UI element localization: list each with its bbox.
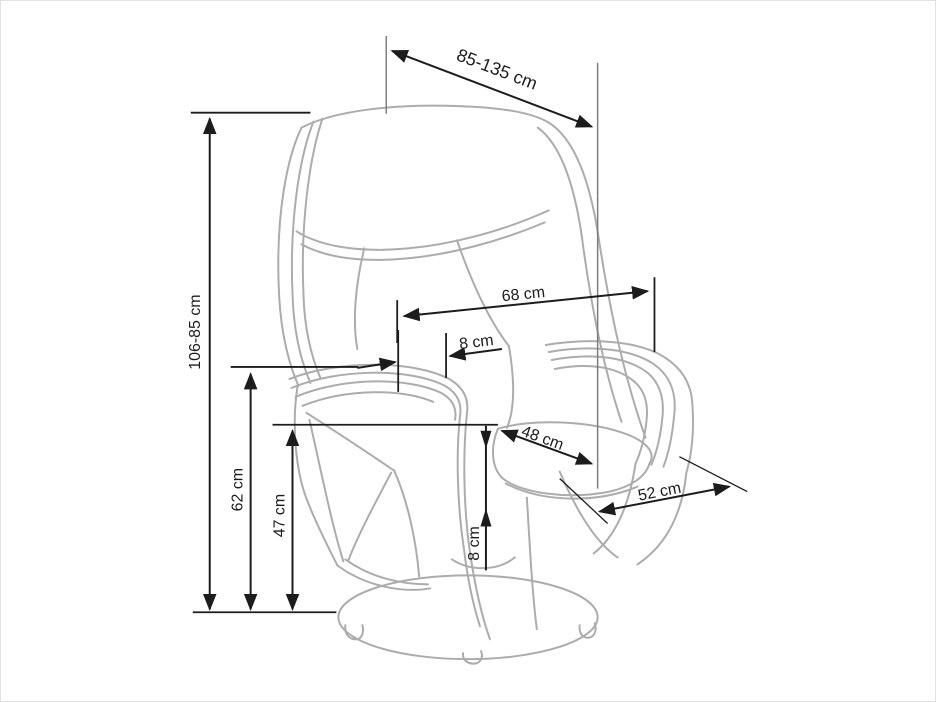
- dim-label-seat-height: 47 cm: [271, 493, 289, 538]
- chair-foot-nub-right: [580, 623, 596, 637]
- tick-seat-depth-left: [560, 479, 608, 524]
- chair-back-left-piping-b: [303, 119, 323, 378]
- chair-back-bolster-seam-left: [355, 248, 364, 349]
- chair-drawing: [278, 106, 693, 664]
- chair-footrest-fold-left: [309, 420, 343, 562]
- chair-back-bolster-seam-right-lower: [507, 346, 513, 428]
- recliner-dimension-diagram: [1, 1, 935, 701]
- chair-headrest-pillow-seam-a: [296, 210, 548, 249]
- chair-seat-outline: [493, 429, 649, 495]
- chair-left-armrest-piping-4: [302, 392, 433, 406]
- chair-pedestal-underside: [452, 557, 515, 568]
- chair-headrest-pillow-seam-b: [301, 222, 544, 260]
- dim-label-diagonal-top: 85-135 cm: [453, 44, 541, 94]
- dim-label-lower-offset: 8 cm: [465, 526, 483, 561]
- dim-label-seat-width: 48 cm: [519, 423, 566, 454]
- dim-label-back-width: 68 cm: [500, 283, 546, 306]
- chair-right-armrest-outer-edge: [546, 341, 693, 472]
- chair-back-top-edge: [301, 106, 548, 128]
- dim-label-height-left: 106-85 cm: [186, 294, 204, 370]
- dim-label-armrest-height: 62 cm: [229, 467, 247, 512]
- chair-seat-front-drop: [527, 498, 537, 630]
- chair-back-right-inner-edge: [538, 128, 622, 422]
- chair-footrest-fold-right: [394, 471, 419, 577]
- dim-arrowhead-lower-offset-down: [480, 431, 491, 449]
- chair-foot-nub-middle: [463, 651, 482, 663]
- chair-right-side-fold: [560, 472, 618, 558]
- chair-base-under-left: [345, 559, 428, 584]
- chair-base-oval: [338, 575, 597, 659]
- chair-footrest-left-edge: [295, 387, 338, 565]
- chair-right-armrest-inner-edge: [555, 366, 647, 464]
- dim-arrowhead-lower-offset-up: [480, 509, 491, 527]
- dim-label-upper-offset: 8 cm: [458, 332, 495, 354]
- dim-label-seat-depth: 52 cm: [636, 479, 683, 505]
- chair-footrest-fold-inner: [348, 473, 391, 561]
- tick-seat-depth-right: [679, 457, 747, 492]
- dimension-labels: [187, 45, 683, 561]
- projection-lines: [386, 36, 597, 489]
